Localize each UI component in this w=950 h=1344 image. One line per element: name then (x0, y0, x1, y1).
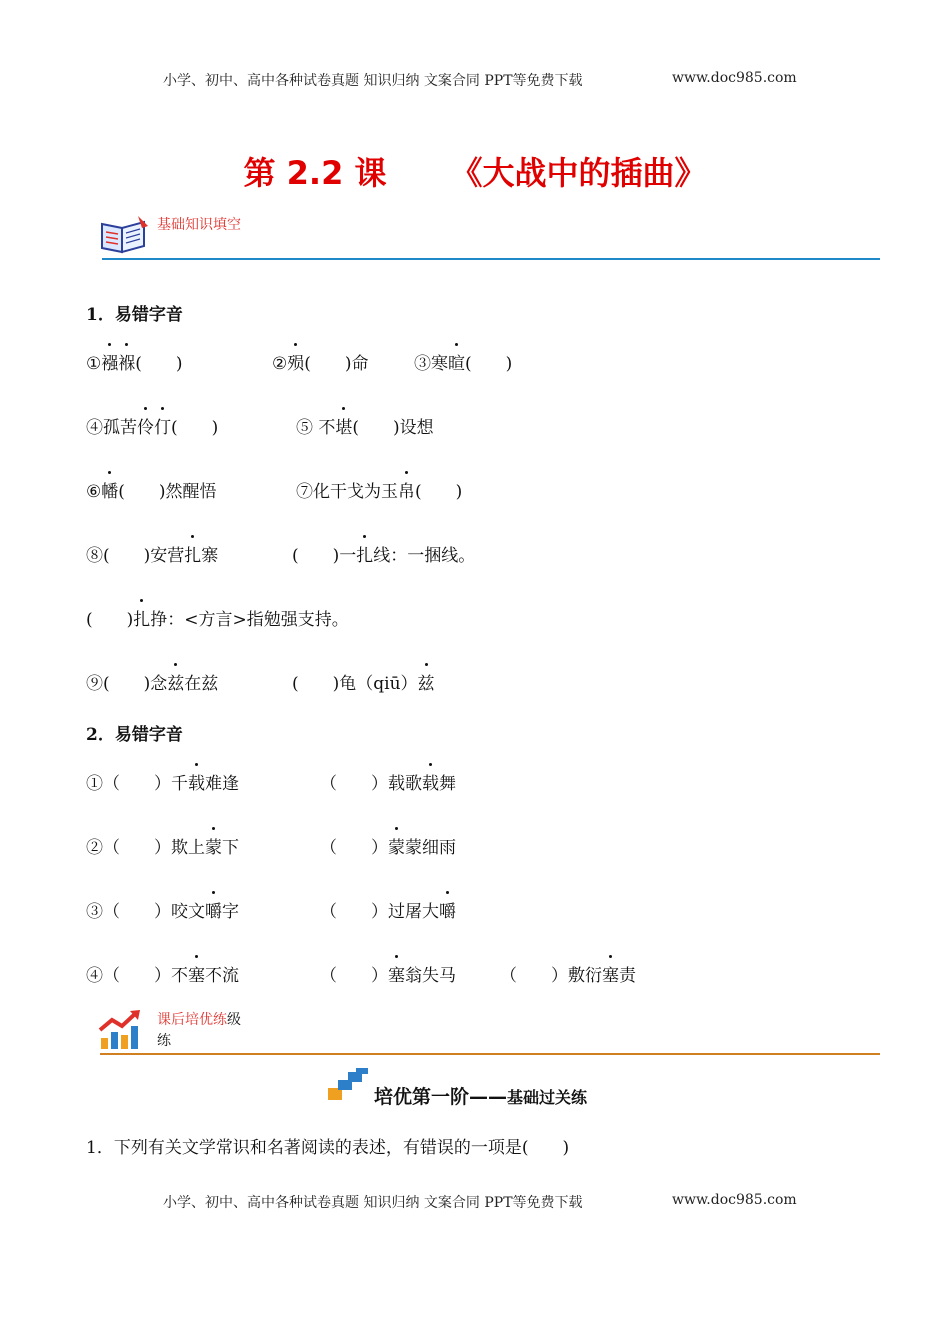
answer-blank[interactable]: ( )然醒悟 (118, 482, 217, 502)
q1-line-1 (86, 349, 183, 374)
tier-title-sub: 基础过关练 (507, 1088, 588, 1107)
dotted-char: 兹 (418, 669, 435, 694)
item-text: （ ）敷衍 (500, 966, 602, 986)
q1-line-3 (86, 477, 217, 502)
section-label-after-class (157, 1010, 241, 1052)
q1-line-5 (86, 605, 349, 630)
header-text: 小学、初中、高中各种试卷真题 知识归纳 文案合同 PPT等免费下载 (163, 73, 583, 89)
dotted-char: 兹 (167, 669, 184, 694)
item-text: 蒙细雨 (405, 838, 456, 858)
page-title (0, 148, 950, 194)
dotted-char: 蒙 (388, 833, 405, 858)
item-text: ②（ ）欺上 (86, 838, 205, 858)
item-number: ⑥ (86, 482, 102, 502)
dotted-char: 嚼 (439, 897, 456, 922)
answer-blank[interactable]: ( ) (415, 482, 463, 502)
dotted-char: 暄 (448, 349, 465, 374)
section-label-red: 课后培优练 (157, 1012, 227, 1028)
q2-line-1b (320, 769, 456, 794)
item-text: 寨 (201, 546, 219, 566)
item-text: 挣：<方言>指勉强支持。 (150, 610, 349, 630)
item-text: ①（ ）千 (86, 774, 188, 794)
tier-title-main: 培优第一阶 (374, 1086, 470, 1108)
growth-chart-icon (98, 1008, 144, 1050)
answer-blank[interactable]: ( )设想 (352, 418, 434, 438)
dotted-char: 载 (422, 769, 439, 794)
item-text: ③（ ）咬文 (86, 902, 205, 922)
answer-blank[interactable]: ⑨( )念 (86, 674, 168, 694)
tier-title (374, 1082, 587, 1109)
answer-blank[interactable]: ⑧( )安营 (86, 546, 185, 566)
item-text: 责 (619, 966, 636, 986)
item-text: 不流 (205, 966, 239, 986)
item-text: ③寒 (414, 354, 448, 374)
dotted-char: 塞 (388, 961, 405, 986)
item-number: ② (272, 354, 288, 374)
footer-text: 小学、初中、高中各种试卷真题 知识归纳 文案合同 PPT等免费下载 (163, 1195, 583, 1211)
q1-line-4b (292, 541, 475, 566)
q2-line-4 (86, 961, 239, 986)
header-url[interactable]: www.doc985.com (672, 70, 797, 86)
dotted-char: 襁 (101, 349, 118, 374)
footer-url[interactable]: www.doc985.com (672, 1192, 797, 1208)
item-text: ④孤苦 (86, 418, 137, 438)
lesson-number: 第 2.2 课 (243, 154, 387, 192)
dotted-char: 堪 (335, 413, 352, 438)
q1-line-6 (86, 669, 218, 694)
section-label-black-2: 练 (157, 1033, 171, 1049)
item-text: 在兹 (184, 674, 219, 694)
q2-line-3b (320, 897, 456, 922)
dotted-char: 载 (188, 769, 205, 794)
answer-blank[interactable]: ( ) (171, 418, 219, 438)
item-text: ⑦化干戈为玉 (296, 482, 398, 502)
q1-line-6b (292, 669, 435, 694)
tier-title-dash: —— (469, 1086, 508, 1108)
dotted-char: 塞 (602, 961, 619, 986)
item-text: 线：一捆线。 (373, 546, 476, 566)
question-1-text: 1．下列有关文学常识和名著阅读的表述，有错误的一项是( ) (86, 1138, 570, 1158)
dotted-char: 扎 (356, 541, 373, 566)
dotted-char: 嚼 (205, 897, 222, 922)
item-text: ⑤ 不 (296, 418, 336, 438)
item-text: （ ）载歌 (320, 774, 422, 794)
dotted-char: 幡 (101, 477, 118, 502)
answer-blank[interactable]: ( )命 (304, 354, 369, 374)
item-number: ① (86, 354, 102, 374)
dotted-char: 扎 (133, 605, 150, 630)
dotted-char: 殒 (287, 349, 304, 374)
dotted-char: 褓 (118, 349, 135, 374)
dotted-char: 扎 (184, 541, 201, 566)
answer-blank[interactable]: ( ) (86, 610, 134, 630)
q1-line-1b (272, 349, 369, 374)
answer-blank[interactable]: ( ) (135, 354, 183, 374)
item-text: （ ）过屠大 (320, 902, 439, 922)
dotted-char: 蒙 (205, 833, 222, 858)
answer-blank[interactable]: ( )一 (292, 546, 357, 566)
answer-blank[interactable]: ( ) (465, 354, 513, 374)
item-text: 字 (222, 902, 239, 922)
dotted-char: 塞 (188, 961, 205, 986)
section-divider (102, 258, 880, 260)
stairs-icon (328, 1068, 370, 1102)
item-text: 翁失马 (405, 966, 456, 986)
q1-line-2 (86, 413, 218, 438)
q2-line-2b (320, 833, 456, 858)
item-text: （ ） (320, 966, 388, 986)
q1-line-3b (296, 477, 462, 502)
q1-line-2b (296, 413, 434, 438)
question-heading-2: 2．易错字音 (86, 725, 183, 745)
section-divider-2 (100, 1053, 880, 1055)
q2-line-1 (86, 769, 239, 794)
q2-line-4b (320, 961, 456, 986)
item-text: ④（ ）不 (86, 966, 188, 986)
item-text: 下 (222, 838, 239, 858)
item-text: 舞 (439, 774, 456, 794)
dotted-char: 帛 (398, 477, 415, 502)
q1-line-1c (414, 349, 512, 374)
dotted-char: 仃 (154, 413, 171, 438)
answer-blank[interactable]: ( )龟（qiū） (292, 674, 418, 694)
open-book-icon (98, 214, 150, 256)
q2-line-3 (86, 897, 239, 922)
item-text: （ ） (320, 838, 388, 858)
dotted-char: 伶 (137, 413, 154, 438)
section-label-black: 级 (227, 1012, 241, 1028)
q2-line-2 (86, 833, 239, 858)
q1-line-4 (86, 541, 218, 566)
item-text: 难逢 (205, 774, 239, 794)
q2-line-4c (500, 961, 636, 986)
section-label-basic-knowledge: 基础知识填空 (157, 217, 241, 233)
question-heading-1: 1．易错字音 (86, 305, 183, 325)
lesson-name: 《大战中的插曲》 (450, 154, 707, 192)
